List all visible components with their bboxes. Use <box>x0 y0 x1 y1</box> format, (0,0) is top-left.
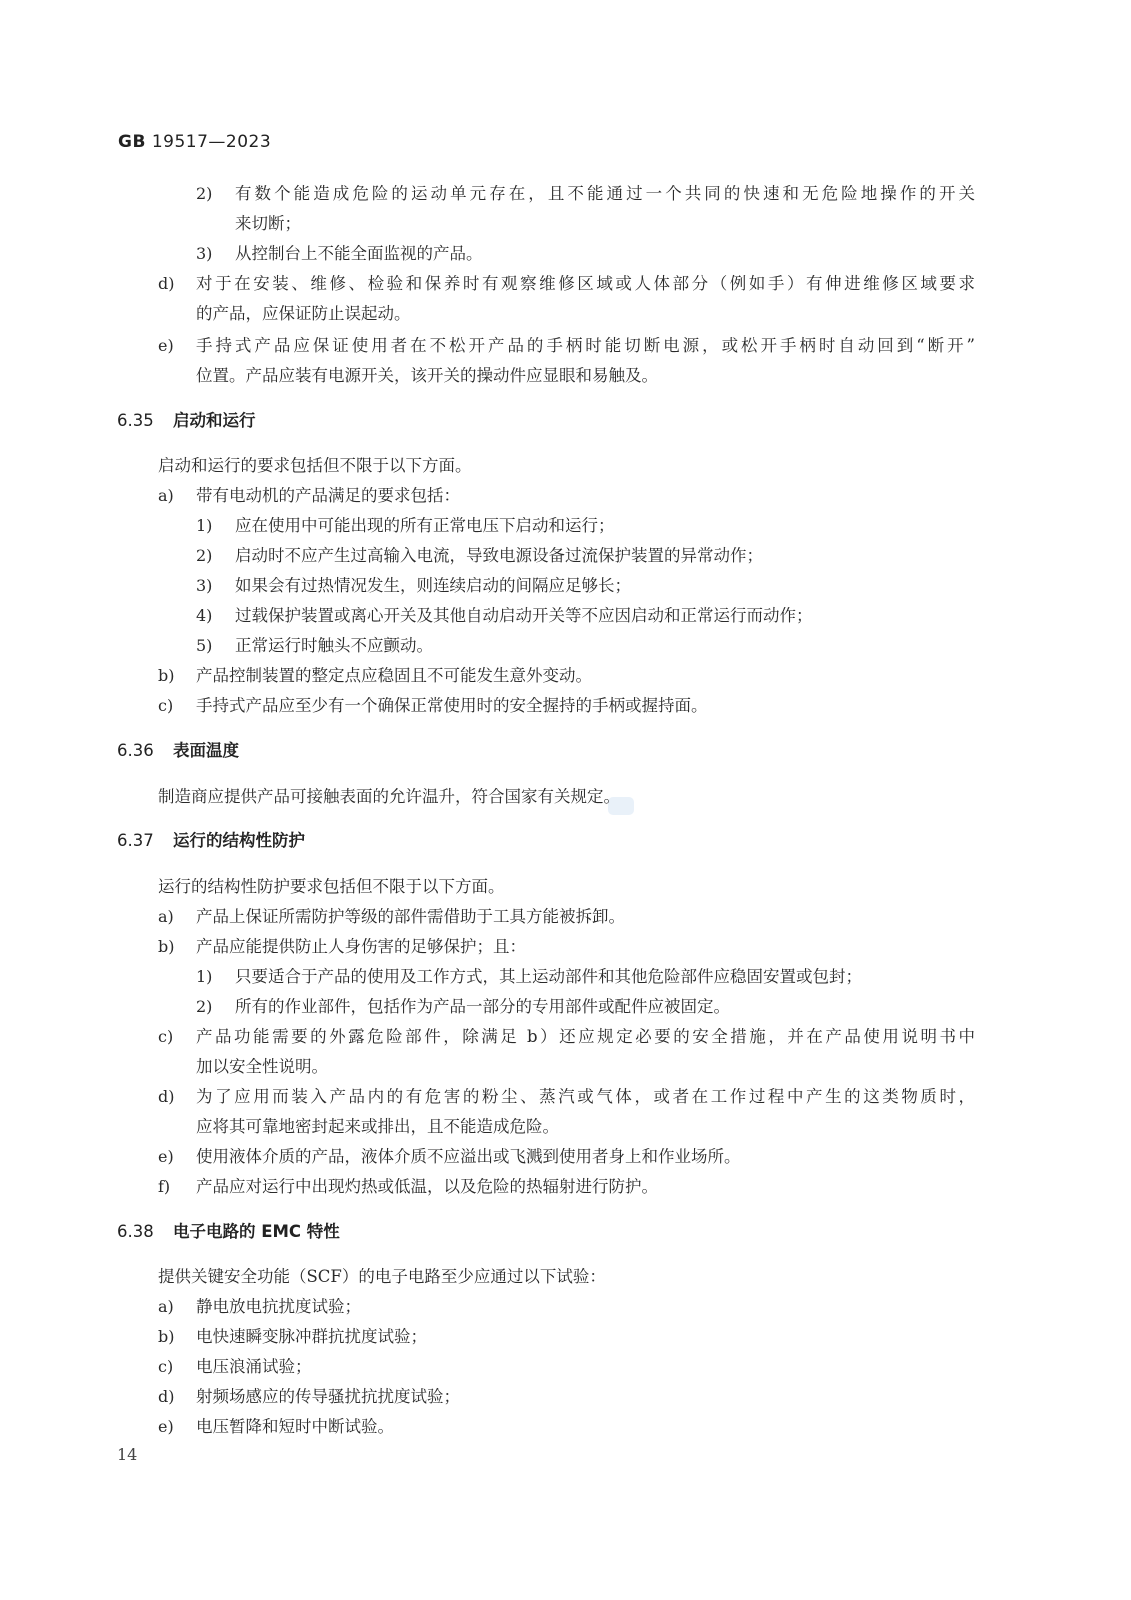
list-marker: 2) <box>196 184 213 203</box>
list-item-line: 静电放电抗扰度试验； <box>196 1297 361 1316</box>
list-marker: 4) <box>196 606 213 625</box>
list-marker: b) <box>158 937 175 956</box>
section-lead: 运行的结构性防护要求包括但不限于以下方面。 <box>158 877 505 896</box>
list-marker: a) <box>158 1297 174 1316</box>
list-item-line: 过载保护装置或离心开关及其他自动启动开关等不应因启动和正常运行而动作； <box>235 606 813 625</box>
list-item-line: 来切断； <box>235 214 301 233</box>
standard-number: 19517—2023 <box>151 132 272 152</box>
list-item-line: 如果会有过热情况发生，则连续启动的间隔应足够长； <box>235 576 631 595</box>
section-number: 6.35 <box>117 411 154 430</box>
list-item-line: 有数个能造成危险的运动单元存在，且不能通过一个共同的快速和无危险地操作的开关 <box>235 184 975 203</box>
section-title: 电子电路的 EMC 特性 <box>173 1222 340 1241</box>
list-item-line: 产品控制装置的整定点应稳固且不可能发生意外变动。 <box>196 666 592 685</box>
list-marker: d) <box>158 1387 175 1406</box>
list-marker: 1) <box>196 967 213 986</box>
section-number: 6.37 <box>117 831 154 850</box>
list-marker: f) <box>158 1177 171 1196</box>
section-title: 表面温度 <box>173 741 239 760</box>
list-item-line: 产品上保证所需防护等级的部件需借助于工具方能被拆卸。 <box>196 907 625 926</box>
section-lead: 提供关键安全功能（SCF）的电子电路至少应通过以下试验： <box>158 1267 606 1286</box>
list-item-line: 产品功能需要的外露危险部件，除满足 b）还应规定必要的安全措施，并在产品使用说明书中 <box>196 1027 975 1046</box>
section-heading <box>117 740 239 762</box>
list-item-line: 使用液体介质的产品，液体介质不应溢出或飞溅到使用者身上和作业场所。 <box>196 1147 741 1166</box>
list-marker: e) <box>158 336 174 355</box>
list-marker: d) <box>158 1087 175 1106</box>
list-item-line: 应在使用中可能出现的所有正常电压下启动和运行； <box>235 516 615 535</box>
list-marker: e) <box>158 1417 174 1436</box>
section-lead: 制造商应提供产品可接触表面的允许温升，符合国家有关规定。 <box>158 787 620 806</box>
list-marker: e) <box>158 1147 174 1166</box>
list-item-line: 所有的作业部件，包括作为产品一部分的专用部件或配件应被固定。 <box>235 997 730 1016</box>
list-item-line: 应将其可靠地密封起来或排出，且不能造成危险。 <box>196 1117 559 1136</box>
list-item-line: 产品应能提供防止人身伤害的足够保护；且： <box>196 937 526 956</box>
list-item-line: 启动时不应产生过高输入电流，导致电源设备过流保护装置的异常动作； <box>235 546 763 565</box>
list-item-line: 手持式产品应保证使用者在不松开产品的手柄时能切断电源，或松开手柄时自动回到“断开” <box>196 336 975 355</box>
section-heading <box>117 410 256 432</box>
list-item-line: 带有电动机的产品满足的要求包括： <box>196 486 460 505</box>
section-heading <box>117 1221 340 1243</box>
list-marker: 5) <box>196 636 213 655</box>
list-marker: d) <box>158 274 175 293</box>
page-number: 14 <box>117 1445 138 1464</box>
list-item-line: 电快速瞬变脉冲群抗扰度试验； <box>196 1327 427 1346</box>
section-number: 6.38 <box>117 1222 154 1241</box>
list-marker: a) <box>158 907 174 926</box>
list-item-line: 从控制台上不能全面监视的产品。 <box>235 244 483 263</box>
list-item-line: 对于在安装、维修、检验和保养时有观察维修区域或人体部分（例如手）有伸进维修区域要求 <box>196 274 975 293</box>
list-marker: b) <box>158 1327 175 1346</box>
list-marker: c) <box>158 1357 174 1376</box>
section-title: 运行的结构性防护 <box>173 831 305 850</box>
list-item-line: 电压暂降和短时中断试验。 <box>196 1417 394 1436</box>
list-marker: 3) <box>196 576 213 595</box>
list-marker: c) <box>158 1027 174 1046</box>
list-item-line: 位置。产品应装有电源开关，该开关的操动件应显眼和易触及。 <box>196 366 658 385</box>
list-marker: 2) <box>196 546 213 565</box>
section-heading <box>117 830 305 852</box>
section-number: 6.36 <box>117 741 154 760</box>
list-item-line: 只要适合于产品的使用及工作方式，其上运动部件和其他危险部件应稳固安置或包封； <box>235 967 862 986</box>
list-item-line: 为了应用而装入产品内的有危害的粉尘、蒸汽或气体，或者在工作过程中产生的这类物质时， <box>196 1087 975 1106</box>
list-marker: a) <box>158 486 174 505</box>
list-item-line: 手持式产品应至少有一个确保正常使用时的安全握持的手柄或握持面。 <box>196 696 708 715</box>
list-item-line: 电压浪涌试验； <box>196 1357 312 1376</box>
list-item-line: 射频场感应的传导骚扰抗扰度试验； <box>196 1387 460 1406</box>
list-item-line: 的产品，应保证防止误起动。 <box>196 304 411 323</box>
list-marker: c) <box>158 696 174 715</box>
section-title: 启动和运行 <box>173 411 256 430</box>
list-marker: b) <box>158 666 175 685</box>
list-marker: 1) <box>196 516 213 535</box>
section-lead: 启动和运行的要求包括但不限于以下方面。 <box>158 456 472 475</box>
document-header <box>118 132 271 152</box>
list-marker: 3) <box>196 244 213 263</box>
list-item-line: 正常运行时触头不应颤动。 <box>235 636 433 655</box>
list-item-line: 产品应对运行中出现灼热或低温，以及危险的热辐射进行防护。 <box>196 1177 658 1196</box>
list-marker: 2) <box>196 997 213 1016</box>
standard-code: GB <box>118 132 146 152</box>
list-item-line: 加以安全性说明。 <box>196 1057 328 1076</box>
